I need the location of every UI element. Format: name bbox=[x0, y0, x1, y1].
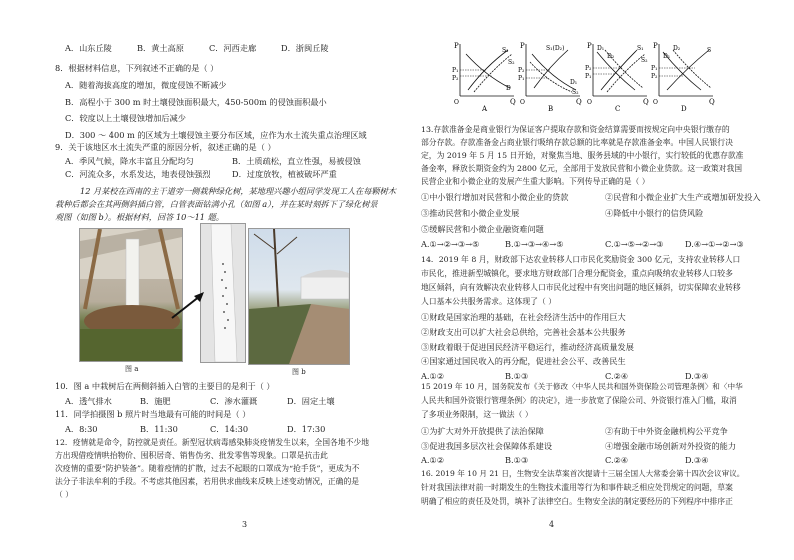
perforated-pipe-illustration bbox=[201, 224, 245, 362]
series-label-s1: S₁ bbox=[637, 45, 644, 52]
axis-q-label: Q bbox=[576, 98, 582, 106]
series-label-s1: S₁ bbox=[502, 47, 509, 54]
axis-p-label: P bbox=[653, 42, 658, 50]
q14-line-4: 人口基本公共服务需求。这体现了（ ） bbox=[421, 297, 557, 306]
series-label-d: D bbox=[506, 85, 511, 92]
q7-option-c[interactable]: C．河西走廊 bbox=[209, 43, 257, 53]
supply-demand-chart-b bbox=[518, 40, 584, 112]
q9-stem: 9．关于该地区水土流失严重的原因分析，叙述正确的是（ ） bbox=[55, 142, 276, 152]
chart-c-label: C bbox=[615, 105, 621, 112]
q8-option-d[interactable]: D．300 ～ 400 m 的区域为土壤侵蚀主要分布区域，应作为水土流失重点治理区域 bbox=[65, 130, 367, 140]
supply-demand-chart-a bbox=[452, 40, 518, 112]
q16-line-2: 针对我国法律对前一时期发生的生物技术滥用等行为和事件缺乏相应处罚规定的问题，草案 bbox=[421, 483, 733, 492]
axis-q-label: Q bbox=[510, 98, 516, 106]
q14-choice-a[interactable]: A.①② bbox=[421, 371, 445, 381]
q16-line-1: 16. 2019 年 10 月 21 日，生物安全法草案首次提请十三届全国人大常委会第十四次会议审议。 bbox=[421, 469, 745, 478]
q14-item-3: ③财政着眼于促进国民经济平稳运行，推动经济高质量发展 bbox=[421, 342, 634, 352]
caption-b: 图 b bbox=[292, 368, 306, 376]
q15-item-3: ③促进我国多层次社会保障体系建设 bbox=[421, 441, 553, 451]
photo-pipe bbox=[200, 223, 246, 363]
q12-line-3: 次疫情的重要“防护装备”。随着疫情的扩散，过去不起眼的口罩成为“抢手货”，更成为不 bbox=[55, 464, 360, 473]
q10-stem: 10．图 a 中栽树后在两侧斜插入白管的主要目的是利于（ ） bbox=[55, 381, 275, 391]
page-number-right: 4 bbox=[549, 520, 555, 529]
q10-option-d[interactable]: D．固定土壤 bbox=[287, 396, 335, 406]
series-label-s2: S₂ bbox=[641, 57, 648, 64]
axis-q-label: Q bbox=[709, 98, 715, 106]
q7-option-a[interactable]: A．山东丘陵 bbox=[65, 43, 112, 53]
axis-p-label: P bbox=[454, 42, 459, 50]
series-label-d1: D₁ bbox=[570, 79, 578, 86]
q14-line-3: 地区倾斜，向有效解决农业转移人口市民化过程中有突出问题的地区倾斜，切实保障农业转移 bbox=[421, 283, 741, 292]
q13-item-3: ③推动民营和小微企业发展 bbox=[421, 208, 520, 218]
q15-line-2: 人民共和国外资银行管理条例〉的决定》，进一步放宽了保险公司、外资银行准入门槛，取消 bbox=[421, 396, 737, 405]
supply-demand-chart-d bbox=[651, 40, 717, 112]
photo-a bbox=[79, 228, 183, 362]
q14-choice-d[interactable]: D.③④ bbox=[685, 371, 709, 381]
q13-item-5: ⑤缓解民营和小微企业融资难问题 bbox=[421, 224, 544, 234]
q14-item-2: ②财政支出可以扩大社会总供给，完善社会基本公共服务 bbox=[421, 327, 626, 337]
passage-line-1: 12 月某校在西南的主干道旁一侧栽种绿化树，某地理兴趣小组同学发现工人在每颗树木 bbox=[80, 186, 396, 196]
q12-line-4: 法分子非法牟利的手段。不考虑其他因素，若用供求曲线来反映上述变动情况，正确的是 bbox=[55, 477, 360, 486]
passage-line-3: 观图（如图 b）。根据材料，回答 10～11 题。 bbox=[55, 212, 224, 222]
street-scene-illustration bbox=[249, 229, 349, 364]
tick-p2: P₂ bbox=[518, 67, 525, 74]
q12-line-1: 12．疫情就是命令，防控就是责任。新型冠状病毒感染肺炎疫情发生以来，全国各地不少地 bbox=[55, 438, 369, 447]
q14-choice-b[interactable]: B.①③ bbox=[505, 371, 529, 381]
series-label-s1d2: S₁(D₂) bbox=[546, 45, 565, 52]
page-number-left: 3 bbox=[242, 520, 248, 529]
tick-p1: P₁ bbox=[518, 75, 525, 82]
q16-line-3: 明确了相应的责任及处罚，填补了法律空白。生物安全法的制定要经历的下列程序中排序正 bbox=[421, 497, 733, 506]
origin-o-label: O bbox=[520, 99, 525, 106]
q14-line-1: 14．2019 年 8 月，财政部下达农业转移人口市民化奖励资金 300 亿元，支持农业转移人口 bbox=[421, 255, 741, 264]
chart-b-label: B bbox=[548, 105, 554, 112]
q13-choice-c[interactable]: C.①→⑤→②→③ bbox=[605, 239, 664, 249]
q13-choice-d[interactable]: D.④→①→②→③ bbox=[685, 239, 744, 249]
caption-a: 图 a bbox=[125, 365, 139, 373]
q15-choice-a[interactable]: A.①② bbox=[421, 455, 445, 465]
q7-option-d[interactable]: D．浙闽丘陵 bbox=[281, 43, 329, 53]
q15-choice-b[interactable]: B.①③ bbox=[505, 455, 529, 465]
supply-demand-chart-c bbox=[585, 40, 651, 112]
q13-line-4: 备金率，释放长期资金约为 2800 亿元，全部用于发放民营和小微企业贷款。这一政策对我国 bbox=[421, 164, 743, 173]
series-label-s: S bbox=[707, 47, 712, 54]
series-label-d1: D₁ bbox=[663, 53, 671, 60]
q10-option-b[interactable]: B．施肥 bbox=[140, 396, 171, 406]
q13-item-4: ④降低中小银行的信贷风险 bbox=[605, 208, 704, 218]
origin-o-label: O bbox=[587, 99, 592, 106]
origin-o-label: O bbox=[653, 99, 658, 106]
q14-line-2: 市民化，推进新型城镇化，要求地方财政部门合理分配资金，重点向吸纳农业转移人口较多 bbox=[421, 269, 733, 278]
q11-option-a[interactable]: A．8:30 bbox=[65, 424, 98, 434]
q11-stem: 11．同学拍摄图 b 照片时当地最有可能的时间是（ ） bbox=[55, 409, 251, 419]
q7-option-b[interactable]: B．黄土高原 bbox=[137, 43, 184, 53]
q10-option-a[interactable]: A．透气排水 bbox=[65, 396, 112, 406]
q13-line-3: 定，为 2019 年 5 月 15 日开始，对聚焦当地、服务县域的中小银行，实行较低的优惠存款准 bbox=[421, 151, 744, 160]
q11-option-d[interactable]: D．17:30 bbox=[287, 424, 326, 434]
q14-item-1: ①财政是国家治理的基础，在社会经济生活中的作用巨大 bbox=[421, 312, 626, 322]
chart-a-label: A bbox=[482, 105, 488, 112]
axis-q-label: Q bbox=[643, 98, 649, 106]
q15-line-1: 15 2019 年 10 月，国务院发布《关于修改〈中华人民共和国外资保险公司管理条例〉和〈中华 bbox=[421, 382, 743, 391]
q8-option-a[interactable]: A．随着海拔高度的增加，微度侵蚀不断减少 bbox=[65, 80, 227, 90]
q13-choice-b[interactable]: B.①→③→④→⑤ bbox=[505, 239, 564, 249]
q11-option-c[interactable]: C．14:30 bbox=[210, 424, 249, 434]
q15-choice-c[interactable]: C.②④ bbox=[605, 455, 629, 465]
tick-p1: P₁ bbox=[651, 65, 658, 72]
q15-choice-d[interactable]: D.③④ bbox=[685, 455, 709, 465]
q8-stem: 8．根据材料信息，下列叙述不正确的是（ ） bbox=[55, 63, 219, 73]
q13-line-1: 13.存款准备金是商业银行为保证客户提取存款和资金结算需要而按规定向中央银行缴存的 bbox=[421, 125, 730, 134]
photo-b bbox=[248, 228, 350, 365]
q13-choice-a[interactable]: A.①→②→③→⑤ bbox=[421, 239, 480, 249]
q12-line-5: （ ） bbox=[55, 490, 74, 499]
origin-o-label: O bbox=[454, 99, 459, 106]
series-label-d1: D₁ bbox=[597, 45, 605, 52]
q12-line-2: 方出现借疫情哄抬物价、囤积居奇、销售伪劣、批发零售等现象。口罩是抗击此 bbox=[55, 451, 328, 460]
series-label-d2: D₂ bbox=[607, 53, 615, 60]
chart-d-label: D bbox=[681, 105, 687, 112]
series-label-s2: S₂ bbox=[508, 59, 515, 66]
q14-item-4: ④国家通过国民收入的再分配，促进社会公平、改善民生 bbox=[421, 356, 626, 366]
q8-option-b[interactable]: B．高程小于 300 m 时土壤侵蚀面积最大，450-500m 的侵蚀面积最小 bbox=[65, 97, 327, 107]
q9-option-b[interactable]: B．土质疏松，直立性强，易被侵蚀 bbox=[232, 156, 361, 166]
q15-line-3: 了多项业务限制，这一做法（ ） bbox=[421, 410, 533, 419]
series-label-s2: S₂ bbox=[572, 89, 579, 96]
axis-p-label: P bbox=[587, 42, 592, 50]
q15-item-2: ②有助于中外资金融机构公平竞争 bbox=[605, 426, 728, 436]
tick-p2: P₂ bbox=[651, 73, 658, 80]
pointer-arrow-icon bbox=[170, 290, 206, 320]
q13-item-1: ①中小银行增加对民营和小微企业的贷款 bbox=[421, 192, 569, 202]
tick-p2: P₂ bbox=[452, 75, 459, 82]
q15-item-1: ①为扩大对外开放提供了法治保障 bbox=[421, 426, 544, 436]
q11-option-b[interactable]: B．11:30 bbox=[140, 424, 178, 434]
q13-item-2: ②民营和小微企业扩大生产或增加研发投入 bbox=[605, 192, 761, 202]
q13-line-2: 部分存款。存款准备金占商业银行吸纳存款总额的比率就是存款准备金率。中国人民银行决 bbox=[421, 138, 733, 147]
q14-choice-c[interactable]: C.②④ bbox=[605, 371, 629, 381]
q8-option-c[interactable]: C．较度以上土壤侵蚀增加后减少 bbox=[65, 113, 186, 123]
tree-with-pipe-illustration bbox=[80, 229, 182, 361]
tick-p1: P₁ bbox=[452, 67, 459, 74]
q9-option-c[interactable]: C．河流众多，水系发达，地表侵蚀强烈 bbox=[65, 169, 211, 179]
q9-option-a[interactable]: A．季风气候，降水丰富且分配均匀 bbox=[65, 156, 194, 166]
series-label-d2: D₂ bbox=[673, 45, 681, 52]
q15-item-4: ④增强金融市场创新对外投资的能力 bbox=[605, 441, 737, 451]
passage-line-2: 栽种后都会在其两侧斜插白管，白管表面钻满小孔（如图 a），并在某时刻拆下了绿化树景 bbox=[55, 199, 378, 209]
q9-option-d[interactable]: D．过度放牧，植被破坏严重 bbox=[232, 169, 337, 179]
q13-line-5: 民营企业和小微企业的发展产生重大影响。下列传导正确的是（ ） bbox=[421, 177, 650, 186]
q10-option-c[interactable]: C．渗水灌溉 bbox=[210, 396, 258, 406]
axis-p-label: P bbox=[520, 42, 525, 50]
tick-p2: P₂ bbox=[585, 65, 592, 72]
tick-p1: P₁ bbox=[585, 73, 592, 80]
